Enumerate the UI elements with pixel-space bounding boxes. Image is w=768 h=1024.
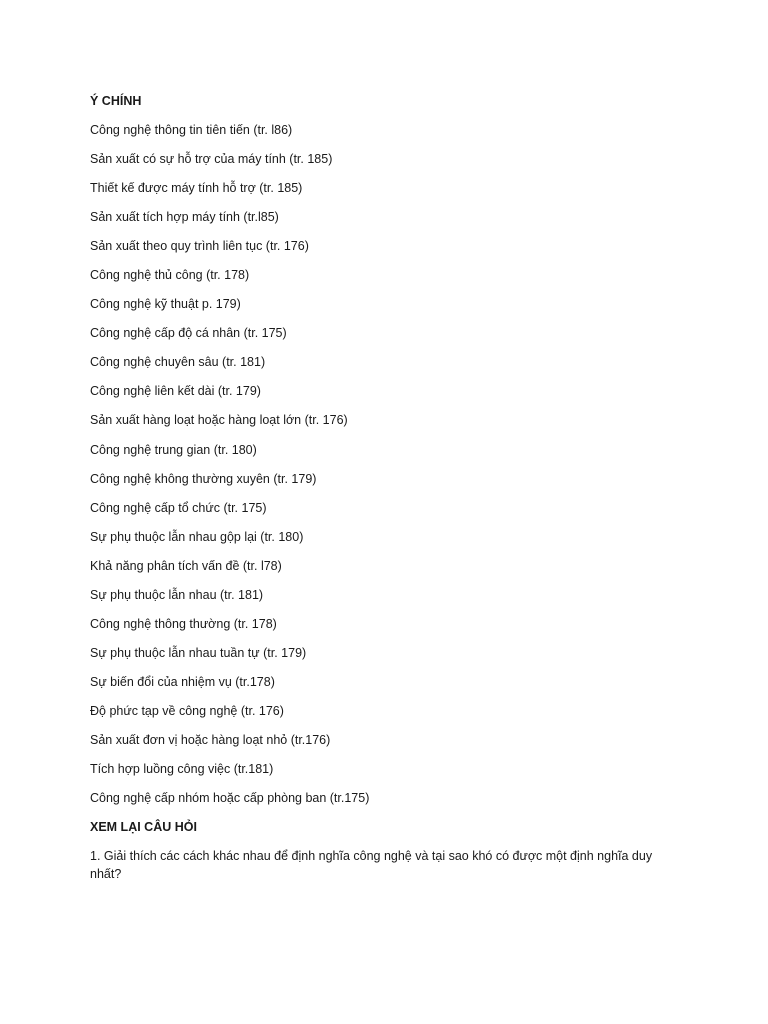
key-term-item: Công nghệ cấp nhóm hoặc cấp phòng ban (tr.175) [90,791,370,806]
key-term-item: Công nghệ cấp độ cá nhân (tr. 175) [90,326,287,341]
key-term-item: Sự phụ thuộc lẫn nhau (tr. 181) [90,587,264,602]
key-terms-heading: Ý CHÍNH [90,94,142,108]
key-term-item: Sản xuất theo quy trình liên tục (tr. 176) [90,239,309,254]
key-terms-list [90,122,670,807]
key-term-item: Sự phụ thuộc lẫn nhau tuần tự (tr. 179) [90,645,307,660]
key-term-item: Công nghệ thủ công (tr. 178) [90,268,250,283]
document-content [90,93,670,883]
key-term-item: Công nghệ liên kết dài (tr. 179) [90,384,261,399]
key-term-item: Công nghệ thông tin tiên tiến (tr. l86) [90,123,293,137]
key-term-item: Khả năng phân tích vấn đề (tr. l78) [90,558,282,573]
key-term-item: Sự phụ thuộc lẫn nhau gộp lại (tr. 180) [90,529,304,544]
key-term-item: Công nghệ kỹ thuật p. 179) [90,297,241,312]
key-term-item: Sự biến đổi của nhiệm vụ (tr.178) [90,674,275,689]
review-questions-heading: XEM LẠI CÂU HỎI [90,820,197,835]
key-term-item: Công nghệ thông thường (tr. 178) [90,616,277,631]
key-term-item: Công nghệ cấp tổ chức (tr. 175) [90,500,267,515]
key-term-item: Sản xuất có sự hỗ trợ của máy tính (tr. 185) [90,152,333,167]
key-term-item: Sản xuất đơn vị hoặc hàng loạt nhỏ (tr.176) [90,732,331,747]
key-term-item: Thiết kế được máy tính hỗ trợ (tr. 185) [90,181,303,196]
key-term-item: Tích hợp luồng công việc (tr.181) [90,762,274,777]
key-term-item: Sản xuất tích hợp máy tính (tr.l85) [90,210,279,225]
key-term-item: Công nghệ chuyên sâu (tr. 181) [90,355,266,370]
key-term-item: Sản xuất hàng loạt hoặc hàng loạt lớn (tr. 176) [90,413,348,428]
key-term-item: Độ phức tạp về công nghệ (tr. 176) [90,703,284,718]
key-term-item: Công nghệ trung gian (tr. 180) [90,442,257,457]
review-question: 1. Giải thích các cách khác nhau để định nghĩa công nghệ và tại sao khó có được một định nghĩa duy nhất? [90,849,653,882]
key-term-item: Công nghệ không thường xuyên (tr. 179) [90,471,317,486]
